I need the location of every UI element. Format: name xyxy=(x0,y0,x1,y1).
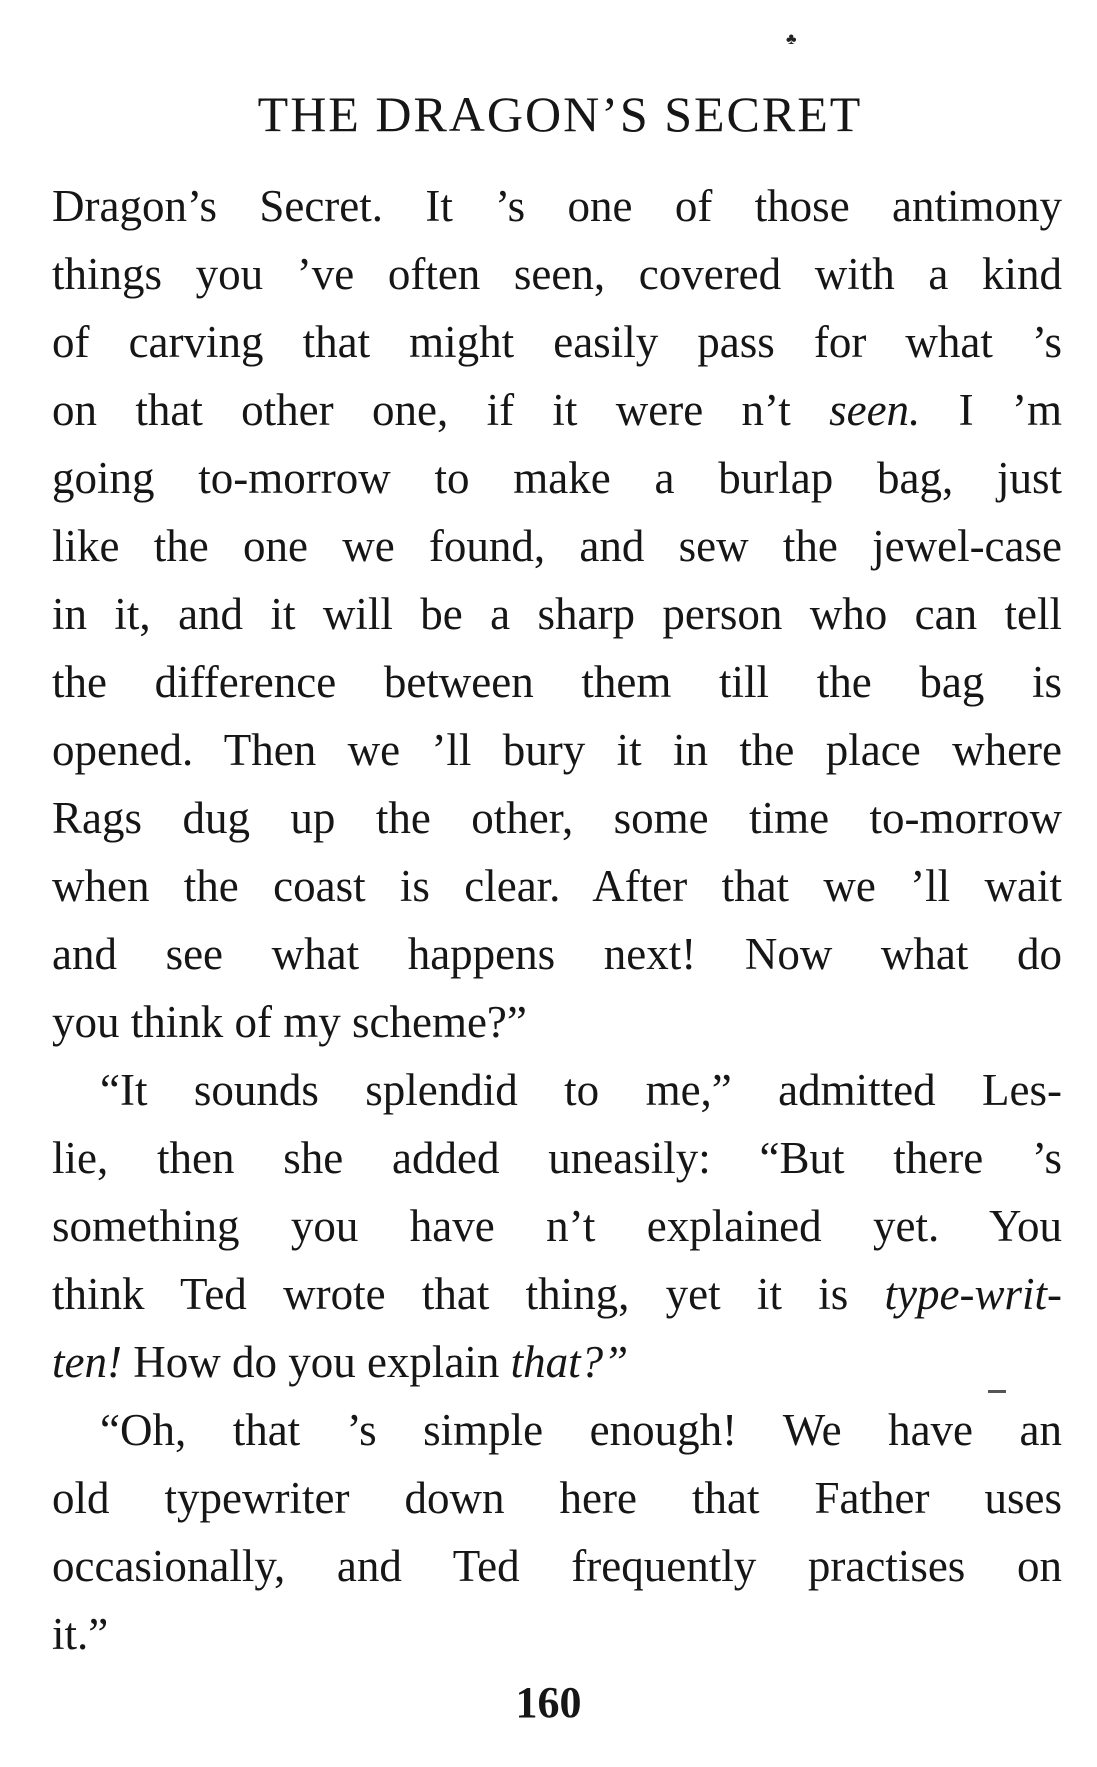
page-number: 160 xyxy=(515,1678,582,1727)
text-line: something you have n’t explained yet. You xyxy=(52,1201,1062,1251)
italic-text: ten! xyxy=(52,1337,122,1387)
text-line: lie, then she added uneasily: “But there ’s xyxy=(52,1133,1062,1183)
text-line: you think of my scheme?” xyxy=(52,997,527,1047)
text-line: Rags dug up the other, some time to-morrow xyxy=(52,793,1062,843)
text-line: ten! How do you explain that?” xyxy=(52,1337,629,1387)
text-line: the difference between them till the bag is xyxy=(52,657,1062,707)
text-line: occasionally, and Ted frequently practises on xyxy=(52,1541,1062,1591)
body-text xyxy=(52,172,1062,1668)
text-line: opened. Then we ’ll bury it in the place where xyxy=(52,725,1062,775)
text-line: like the one we found, and sew the jewel-case xyxy=(52,521,1062,571)
text-line: “It sounds splendid to me,” admitted Les- xyxy=(100,1065,1062,1115)
italic-text: that?” xyxy=(510,1337,629,1387)
text-line: in it, and it will be a sharp person who can tell xyxy=(52,589,1062,639)
text-line: when the coast is clear. After that we ’ll wait xyxy=(52,861,1062,911)
text-line: things you ’ve often seen, covered with a kind xyxy=(52,249,1062,299)
text-line: it.” xyxy=(52,1609,109,1659)
text-line: on that other one, if it were n’t seen. I ’m xyxy=(52,385,1062,435)
text-line: old typewriter down here that Father uses xyxy=(52,1473,1062,1523)
text-line: think Ted wrote that thing, yet it is type-writ- xyxy=(52,1269,1062,1319)
text-line: and see what happens next! Now what do xyxy=(52,929,1062,979)
printer-mark: ♣ xyxy=(786,31,797,48)
running-head: THE DRAGON’S SECRET xyxy=(257,86,863,142)
text-line: of carving that might easily pass for what ’s xyxy=(52,317,1062,367)
print-mark xyxy=(988,1390,1006,1393)
italic-text: seen. xyxy=(829,385,921,435)
text-line: Dragon’s Secret. It ’s one of those antimony xyxy=(52,181,1062,231)
text-line: going to-morrow to make a burlap bag, just xyxy=(52,453,1062,503)
text-line: “Oh, that ’s simple enough! We have an xyxy=(100,1405,1062,1455)
italic-text: type-writ- xyxy=(884,1269,1062,1319)
